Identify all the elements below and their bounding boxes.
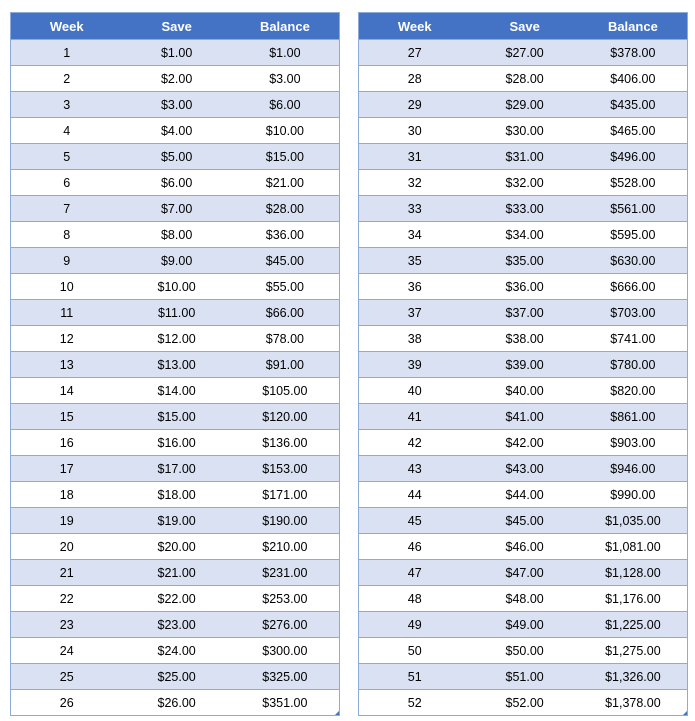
balance-cell[interactable]: $91.00 [231, 352, 339, 378]
balance-cell[interactable]: $946.00 [579, 456, 687, 482]
table-header-row [11, 13, 339, 40]
balance-cell[interactable]: $1.00 [231, 40, 339, 66]
save-cell[interactable]: $44.00 [471, 482, 579, 508]
save-cell[interactable]: $38.00 [471, 326, 579, 352]
balance-cell[interactable]: $1,176.00 [579, 586, 687, 612]
week-cell[interactable]: 19 [11, 508, 123, 534]
week-column-header: Week [359, 13, 471, 40]
week-cell[interactable]: 13 [11, 352, 123, 378]
save-cell[interactable]: $24.00 [123, 638, 231, 664]
week-cell[interactable]: 47 [359, 560, 471, 586]
table-row [11, 222, 339, 248]
week-cell[interactable]: 28 [359, 66, 471, 92]
week-cell[interactable]: 40 [359, 378, 471, 404]
week-cell[interactable]: 18 [11, 482, 123, 508]
balance-cell[interactable]: $703.00 [579, 300, 687, 326]
week-cell[interactable]: 6 [11, 170, 123, 196]
balance-cell[interactable]: $1,326.00 [579, 664, 687, 690]
week-cell[interactable]: 29 [359, 92, 471, 118]
table-body-left [11, 40, 339, 716]
week-cell[interactable]: 9 [11, 248, 123, 274]
table-row [359, 560, 687, 586]
table-row [359, 144, 687, 170]
balance-cell[interactable]: $1,035.00 [579, 508, 687, 534]
save-cell[interactable]: $33.00 [471, 196, 579, 222]
week-cell[interactable]: 2 [11, 66, 123, 92]
balance-cell[interactable]: $528.00 [579, 170, 687, 196]
balance-cell[interactable]: $378.00 [579, 40, 687, 66]
table-row [359, 664, 687, 690]
table-row [359, 326, 687, 352]
balance-cell[interactable]: $6.00 [231, 92, 339, 118]
week-cell[interactable]: 8 [11, 222, 123, 248]
save-cell[interactable]: $5.00 [123, 144, 231, 170]
save-cell[interactable]: $40.00 [471, 378, 579, 404]
table-row [11, 248, 339, 274]
week-cell[interactable]: 14 [11, 378, 123, 404]
save-cell[interactable]: $21.00 [123, 560, 231, 586]
save-cell[interactable]: $28.00 [471, 66, 579, 92]
table-row [359, 612, 687, 638]
save-cell[interactable]: $50.00 [471, 638, 579, 664]
save-column-header: Save [471, 13, 579, 40]
week-cell[interactable]: 27 [359, 40, 471, 66]
save-cell[interactable]: $15.00 [123, 404, 231, 430]
save-cell[interactable]: $10.00 [123, 274, 231, 300]
week-cell[interactable]: 22 [11, 586, 123, 612]
save-cell[interactable]: $12.00 [123, 326, 231, 352]
week-cell[interactable]: 26 [11, 690, 123, 716]
table-row [11, 482, 339, 508]
save-cell[interactable]: $51.00 [471, 664, 579, 690]
week-cell[interactable]: 51 [359, 664, 471, 690]
table-row [359, 352, 687, 378]
balance-cell[interactable]: $171.00 [231, 482, 339, 508]
balance-column-header: Balance [579, 13, 687, 40]
table-row [359, 274, 687, 300]
week-cell[interactable]: 23 [11, 612, 123, 638]
save-cell[interactable]: $41.00 [471, 404, 579, 430]
week-column-header: Week [11, 13, 123, 40]
table-row [359, 40, 687, 66]
table-row [11, 508, 339, 534]
week-cell[interactable]: 31 [359, 144, 471, 170]
save-cell[interactable]: $1.00 [123, 40, 231, 66]
save-cell[interactable]: $18.00 [123, 482, 231, 508]
week-cell[interactable]: 11 [11, 300, 123, 326]
table-row [359, 430, 687, 456]
save-cell[interactable]: $31.00 [471, 144, 579, 170]
table-resize-handle[interactable] [335, 711, 339, 715]
balance-cell[interactable]: $120.00 [231, 404, 339, 430]
week-cell[interactable]: 1 [11, 40, 123, 66]
balance-cell[interactable]: $1,378.00 [579, 690, 687, 716]
save-cell[interactable]: $42.00 [471, 430, 579, 456]
balance-cell[interactable]: $21.00 [231, 170, 339, 196]
save-cell[interactable]: $39.00 [471, 352, 579, 378]
table-row [11, 92, 339, 118]
balance-cell[interactable]: $15.00 [231, 144, 339, 170]
table-row [359, 66, 687, 92]
table-row [11, 274, 339, 300]
week-cell[interactable]: 45 [359, 508, 471, 534]
week-cell[interactable]: 17 [11, 456, 123, 482]
table-row [11, 170, 339, 196]
week-cell[interactable]: 15 [11, 404, 123, 430]
week-cell[interactable]: 21 [11, 560, 123, 586]
save-cell[interactable]: $47.00 [471, 560, 579, 586]
table-row [359, 300, 687, 326]
table-row [11, 638, 339, 664]
table-row [11, 534, 339, 560]
balance-cell[interactable]: $351.00 [231, 690, 339, 716]
save-cell[interactable]: $7.00 [123, 196, 231, 222]
balance-cell[interactable]: $45.00 [231, 248, 339, 274]
table-resize-handle[interactable] [683, 711, 687, 715]
table-row [11, 196, 339, 222]
save-cell[interactable]: $45.00 [471, 508, 579, 534]
balance-cell[interactable]: $325.00 [231, 664, 339, 690]
week-cell[interactable]: 52 [359, 690, 471, 716]
save-cell[interactable]: $37.00 [471, 300, 579, 326]
week-cell[interactable]: 36 [359, 274, 471, 300]
table-row [359, 586, 687, 612]
week-cell[interactable]: 3 [11, 92, 123, 118]
table-row [359, 378, 687, 404]
week-cell[interactable]: 25 [11, 664, 123, 690]
save-cell[interactable]: $25.00 [123, 664, 231, 690]
save-cell[interactable]: $17.00 [123, 456, 231, 482]
table-row [11, 326, 339, 352]
table-row [11, 404, 339, 430]
balance-cell[interactable]: $595.00 [579, 222, 687, 248]
table-body-right [359, 40, 687, 716]
balance-cell[interactable]: $406.00 [579, 66, 687, 92]
balance-cell[interactable]: $78.00 [231, 326, 339, 352]
table-header-row [359, 13, 687, 40]
save-cell[interactable]: $23.00 [123, 612, 231, 638]
balance-cell[interactable]: $1,081.00 [579, 534, 687, 560]
week-cell[interactable]: 24 [11, 638, 123, 664]
week-cell[interactable]: 41 [359, 404, 471, 430]
week-cell[interactable]: 5 [11, 144, 123, 170]
balance-cell[interactable]: $231.00 [231, 560, 339, 586]
save-cell[interactable]: $26.00 [123, 690, 231, 716]
week-cell[interactable]: 46 [359, 534, 471, 560]
table-row [359, 690, 687, 716]
save-cell[interactable]: $52.00 [471, 690, 579, 716]
save-column-header: Save [123, 13, 231, 40]
balance-cell[interactable]: $253.00 [231, 586, 339, 612]
table-row [359, 482, 687, 508]
balance-cell[interactable]: $1,275.00 [579, 638, 687, 664]
week-cell[interactable]: 7 [11, 196, 123, 222]
week-cell[interactable]: 33 [359, 196, 471, 222]
week-cell[interactable]: 43 [359, 456, 471, 482]
balance-cell[interactable]: $300.00 [231, 638, 339, 664]
save-cell[interactable]: $14.00 [123, 378, 231, 404]
save-cell[interactable]: $2.00 [123, 66, 231, 92]
balance-cell[interactable]: $105.00 [231, 378, 339, 404]
save-cell[interactable]: $9.00 [123, 248, 231, 274]
balance-cell[interactable]: $190.00 [231, 508, 339, 534]
save-cell[interactable]: $13.00 [123, 352, 231, 378]
week-cell[interactable]: 50 [359, 638, 471, 664]
table-row [359, 508, 687, 534]
save-cell[interactable]: $20.00 [123, 534, 231, 560]
balance-cell[interactable]: $465.00 [579, 118, 687, 144]
balance-cell[interactable]: $820.00 [579, 378, 687, 404]
balance-cell[interactable]: $903.00 [579, 430, 687, 456]
week-cell[interactable]: 16 [11, 430, 123, 456]
save-cell[interactable]: $8.00 [123, 222, 231, 248]
savings-table-weeks-27-52 [359, 13, 687, 715]
table-row [11, 690, 339, 716]
balance-cell[interactable]: $1,225.00 [579, 612, 687, 638]
table-row [359, 222, 687, 248]
table-row [11, 40, 339, 66]
week-cell[interactable]: 48 [359, 586, 471, 612]
savings-table-weeks-1-26 [11, 13, 339, 715]
table-row [11, 612, 339, 638]
balance-cell[interactable]: $630.00 [579, 248, 687, 274]
save-cell[interactable]: $3.00 [123, 92, 231, 118]
save-cell[interactable]: $22.00 [123, 586, 231, 612]
table-row [11, 586, 339, 612]
week-cell[interactable]: 44 [359, 482, 471, 508]
balance-cell[interactable]: $66.00 [231, 300, 339, 326]
table-row [11, 664, 339, 690]
table-row [11, 430, 339, 456]
balance-cell[interactable]: $1,128.00 [579, 560, 687, 586]
table-row [359, 92, 687, 118]
save-cell[interactable]: $48.00 [471, 586, 579, 612]
balance-cell[interactable]: $496.00 [579, 144, 687, 170]
table-row [359, 534, 687, 560]
balance-cell[interactable]: $210.00 [231, 534, 339, 560]
save-cell[interactable]: $11.00 [123, 300, 231, 326]
table-row [359, 404, 687, 430]
balance-cell[interactable]: $741.00 [579, 326, 687, 352]
balance-cell[interactable]: $561.00 [579, 196, 687, 222]
table-row [359, 170, 687, 196]
table-row [11, 66, 339, 92]
week-cell[interactable]: 39 [359, 352, 471, 378]
table-row [359, 118, 687, 144]
table-row [11, 560, 339, 586]
save-cell[interactable]: $49.00 [471, 612, 579, 638]
balance-cell[interactable]: $10.00 [231, 118, 339, 144]
week-cell[interactable]: 32 [359, 170, 471, 196]
save-cell[interactable]: $30.00 [471, 118, 579, 144]
save-cell[interactable]: $32.00 [471, 170, 579, 196]
week-cell[interactable]: 37 [359, 300, 471, 326]
save-cell[interactable]: $36.00 [471, 274, 579, 300]
table-row [11, 144, 339, 170]
balance-cell[interactable]: $780.00 [579, 352, 687, 378]
table-row [359, 638, 687, 664]
save-cell[interactable]: $29.00 [471, 92, 579, 118]
week-cell[interactable]: 35 [359, 248, 471, 274]
balance-cell[interactable]: $36.00 [231, 222, 339, 248]
balance-column-header: Balance [231, 13, 339, 40]
balance-cell[interactable]: $136.00 [231, 430, 339, 456]
save-cell[interactable]: $19.00 [123, 508, 231, 534]
save-cell[interactable]: $27.00 [471, 40, 579, 66]
save-cell[interactable]: $16.00 [123, 430, 231, 456]
savings-table-left [10, 12, 340, 716]
table-row [359, 196, 687, 222]
balance-cell[interactable]: $153.00 [231, 456, 339, 482]
save-cell[interactable]: $4.00 [123, 118, 231, 144]
save-cell[interactable]: $6.00 [123, 170, 231, 196]
week-cell[interactable]: 42 [359, 430, 471, 456]
save-cell[interactable]: $34.00 [471, 222, 579, 248]
balance-cell[interactable]: $861.00 [579, 404, 687, 430]
save-cell[interactable]: $43.00 [471, 456, 579, 482]
balance-cell[interactable]: $276.00 [231, 612, 339, 638]
table-row [11, 378, 339, 404]
table-row [11, 118, 339, 144]
table-row [11, 300, 339, 326]
week-cell[interactable]: 49 [359, 612, 471, 638]
table-row [11, 352, 339, 378]
balance-cell[interactable]: $435.00 [579, 92, 687, 118]
week-cell[interactable]: 20 [11, 534, 123, 560]
week-cell[interactable]: 38 [359, 326, 471, 352]
week-cell[interactable]: 12 [11, 326, 123, 352]
savings-table-right [358, 12, 688, 716]
save-cell[interactable]: $35.00 [471, 248, 579, 274]
balance-cell[interactable]: $990.00 [579, 482, 687, 508]
week-cell[interactable]: 4 [11, 118, 123, 144]
balance-cell[interactable]: $28.00 [231, 196, 339, 222]
table-row [359, 248, 687, 274]
week-cell[interactable]: 30 [359, 118, 471, 144]
save-cell[interactable]: $46.00 [471, 534, 579, 560]
balance-cell[interactable]: $3.00 [231, 66, 339, 92]
table-row [359, 456, 687, 482]
week-cell[interactable]: 10 [11, 274, 123, 300]
balance-cell[interactable]: $55.00 [231, 274, 339, 300]
balance-cell[interactable]: $666.00 [579, 274, 687, 300]
week-cell[interactable]: 34 [359, 222, 471, 248]
table-row [11, 456, 339, 482]
